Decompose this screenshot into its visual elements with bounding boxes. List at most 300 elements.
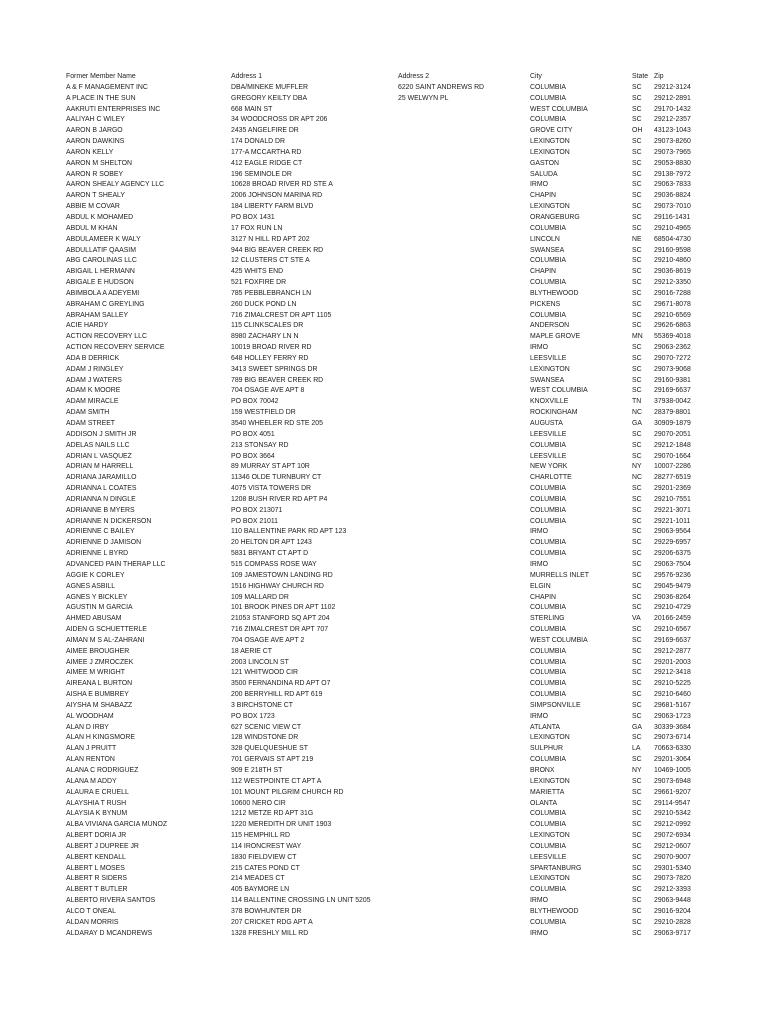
cell-zip: 29212-1848 — [654, 441, 691, 449]
cell-address-1: 20 HELTON DR APT 1243 — [231, 539, 312, 547]
cell-city: SPARTANBURG — [530, 864, 582, 872]
cell-address-1: 704 OSAGE AVE APT 8 — [231, 387, 305, 395]
cell-state: SC — [632, 832, 642, 840]
cell-name: ADRIANNA N DINGLE — [66, 495, 136, 503]
cell-zip: 29070-2051 — [654, 430, 691, 438]
cell-state: SC — [632, 268, 642, 276]
cell-address-1: 1220 MEREDITH DR UNIT 1903 — [231, 821, 332, 829]
cell-state: SC — [632, 257, 642, 265]
cell-address-1: 128 WINDSTONE DR — [231, 734, 299, 742]
table-row — [0, 213, 770, 224]
cell-state: SC — [632, 485, 642, 493]
cell-city: IRMO — [530, 344, 548, 352]
cell-zip: 29212-3418 — [654, 669, 691, 677]
cell-city: NEW YORK — [530, 463, 568, 471]
header-state: State — [632, 73, 649, 80]
cell-city: ORANGEBURG — [530, 213, 580, 221]
cell-name: ALANA M ADDY — [66, 777, 117, 785]
cell-name: ALDAN MORRIS — [66, 918, 119, 926]
table-row — [0, 202, 770, 213]
cell-name: ADAM MIRACLE — [66, 398, 119, 406]
cell-city: COLUMBIA — [530, 116, 566, 124]
cell-name: ADRIANNA L COATES — [66, 485, 137, 493]
cell-address-1: 627 SCENIC VIEW CT — [231, 723, 302, 731]
cell-state: SC — [632, 777, 642, 785]
cell-zip: 29210-4729 — [654, 604, 691, 612]
cell-city: COLUMBIA — [530, 680, 566, 688]
cell-name: ALBERT T BUTLER — [66, 886, 128, 894]
cell-state: SC — [632, 929, 642, 937]
cell-zip: 29063-7833 — [654, 181, 691, 189]
table-row — [0, 170, 770, 181]
table-row — [0, 473, 770, 484]
table-row — [0, 842, 770, 853]
table-row — [0, 452, 770, 463]
cell-zip: 29212-0607 — [654, 842, 691, 850]
cell-name: ADAM J RINGLEY — [66, 365, 124, 373]
table-row — [0, 484, 770, 495]
cell-zip: 29063-9564 — [654, 528, 691, 536]
cell-name: AIMEE BROUGHER — [66, 647, 130, 655]
cell-name: ADRIANNE N DICKERSON — [66, 517, 152, 525]
cell-state: SC — [632, 756, 642, 764]
table-row — [0, 506, 770, 517]
cell-city: COLUMBIA — [530, 842, 566, 850]
table-row — [0, 267, 770, 278]
cell-city: LEXINGTON — [530, 365, 570, 373]
cell-state: SC — [632, 810, 642, 818]
cell-address-1: PO BOX 3664 — [231, 452, 275, 460]
cell-state: SC — [632, 495, 642, 503]
table-row — [0, 365, 770, 376]
member-table — [0, 72, 770, 940]
table-row — [0, 733, 770, 744]
cell-name: ADVANCED PAIN THERAP LLC — [66, 560, 166, 568]
cell-name: ALBERT R SIDERS — [66, 875, 128, 883]
table-row — [0, 332, 770, 343]
cell-zip: 29671-8078 — [654, 300, 691, 308]
cell-zip: 29301-5340 — [654, 864, 691, 872]
cell-city: COLUMBIA — [530, 517, 566, 525]
cell-name: AARON R SOBEY — [66, 170, 124, 178]
cell-address-1: DBA/MINEKE MUFFLER — [231, 83, 308, 91]
cell-address-1: 1516 HIGHWAY CHURCH RD — [231, 582, 324, 590]
cell-zip: 29221-3071 — [654, 506, 691, 514]
cell-address-1: 3500 FERNANDINA RD APT O7 — [231, 680, 331, 688]
table-row — [0, 354, 770, 365]
table-row — [0, 885, 770, 896]
cell-address-1: PO BOX 70042 — [231, 398, 279, 406]
cell-city: IRMO — [530, 560, 548, 568]
cell-zip: 29016-9204 — [654, 907, 691, 915]
cell-name: ACIE HARDY — [66, 322, 109, 330]
cell-city: ATLANTA — [530, 723, 560, 731]
cell-city: CHAPIN — [530, 268, 557, 276]
cell-name: ALAN D IRBY — [66, 723, 109, 731]
cell-address-1: 18 AERIE CT — [231, 647, 272, 655]
table-row — [0, 679, 770, 690]
cell-address-1: 207 CRICKET RDG APT A — [231, 918, 313, 926]
cell-state: SC — [632, 441, 642, 449]
cell-city: IRMO — [530, 181, 548, 189]
cell-address-1: 260 DUCK POND LN — [231, 300, 297, 308]
cell-state: SC — [632, 289, 642, 297]
cell-zip: 29212-0992 — [654, 821, 691, 829]
cell-city: COLUMBIA — [530, 550, 566, 558]
cell-name: ALCO T ONEAL — [66, 907, 116, 915]
cell-name: ADRIENNE D JAMISON — [66, 539, 142, 547]
cell-city: LINCOLN — [530, 235, 560, 243]
cell-state: SC — [632, 105, 642, 113]
cell-address-1: 89 MURRAY ST APT 10R — [231, 463, 310, 471]
cell-address-1: 4075 VISTA TOWERS DR — [231, 485, 312, 493]
cell-address-1: 3540 WHEELER RD STE 205 — [231, 420, 323, 427]
cell-state: SC — [632, 853, 642, 861]
cell-city: SIMPSONVILLE — [530, 701, 581, 709]
cell-state: SC — [632, 636, 642, 644]
cell-city: IRMO — [530, 528, 548, 536]
cell-state: TN — [632, 398, 642, 406]
cell-state: SC — [632, 593, 642, 601]
cell-name: ALAN J PRUITT — [66, 745, 117, 753]
cell-state: SC — [632, 246, 642, 254]
cell-zip: 20166-2459 — [654, 615, 691, 623]
cell-name: ADAM J WATERS — [66, 376, 122, 384]
cell-name: AGNES ASBILL — [66, 582, 116, 590]
table-row — [0, 788, 770, 799]
cell-zip: 70663-6330 — [654, 745, 691, 753]
cell-zip: 29116-1431 — [654, 213, 691, 221]
cell-address-1: 1212 METZE RD APT 31G — [231, 810, 314, 818]
table-row — [0, 896, 770, 907]
cell-zip: 29073-8260 — [654, 138, 691, 146]
table-row — [0, 668, 770, 679]
cell-address-1: 2435 ANGELFIRE DR — [231, 127, 299, 135]
table-row — [0, 636, 770, 647]
cell-zip: 29212-2877 — [654, 647, 691, 655]
cell-state: NC — [632, 474, 642, 482]
cell-state: SC — [632, 799, 642, 807]
cell-zip: 29206-6375 — [654, 550, 691, 558]
table-row — [0, 874, 770, 885]
cell-address-2: 25 WELWYN PL — [398, 94, 449, 102]
cell-address-1: 159 WESTFIELD DR — [231, 409, 296, 417]
cell-state: SC — [632, 550, 642, 558]
cell-city: IRMO — [530, 712, 548, 720]
cell-zip: 29201-2369 — [654, 485, 691, 493]
cell-name: AIMEE M WRIGHT — [66, 669, 125, 677]
cell-address-1: 425 WHITS END — [231, 268, 284, 276]
cell-address-1: 3127 N HILL RD APT 202 — [231, 235, 310, 243]
cell-name: ABDULAMEER K WALY — [66, 235, 141, 243]
cell-city: ELGIN — [530, 582, 551, 590]
cell-name: ALBERT J DUPREE JR — [66, 842, 139, 850]
cell-city: CHAPIN — [530, 192, 557, 200]
cell-state: SC — [632, 886, 642, 894]
cell-state: SC — [632, 354, 642, 362]
cell-zip: 29576-9236 — [654, 571, 691, 579]
table-row — [0, 224, 770, 235]
cell-zip: 29070-7272 — [654, 354, 691, 362]
cell-name: ABG CAROLINAS LLC — [66, 257, 137, 265]
cell-name: AIMEE J ZMROCZEK — [66, 658, 134, 666]
cell-state: LA — [632, 745, 641, 753]
cell-address-1: 115 CLINKSCALES DR — [231, 322, 304, 330]
cell-state: SC — [632, 83, 642, 91]
table-row — [0, 929, 770, 940]
cell-address-1: 177-A MCCARTHA RD — [231, 148, 302, 156]
cell-name: ALBERT KENDALL — [66, 853, 126, 861]
cell-city: LEXINGTON — [530, 734, 570, 742]
cell-zip: 68504-4730 — [654, 235, 691, 243]
cell-name: ABIGALE E HUDSON — [66, 279, 134, 287]
cell-address-1: 3 BIRCHSTONE CT — [231, 701, 293, 709]
cell-name: AHMED ABUSAM — [66, 615, 122, 623]
cell-city: LEXINGTON — [530, 203, 570, 211]
cell-address-1: 716 ZIMALCREST DR APT 707 — [231, 626, 329, 634]
cell-city: AUGUSTA — [530, 420, 563, 427]
cell-zip: 28277-6519 — [654, 474, 691, 482]
cell-state: SC — [632, 821, 642, 829]
cell-address-1: 2003 LINCOLN ST — [231, 658, 289, 666]
cell-address-1: 405 BAYMORE LN — [231, 886, 290, 894]
cell-address-1: 785 PEBBLEBRANCH LN — [231, 289, 312, 297]
cell-zip: 29169-6637 — [654, 636, 691, 644]
cell-state: GA — [632, 420, 642, 427]
cell-state: SC — [632, 897, 642, 905]
table-row — [0, 560, 770, 571]
cell-state: SC — [632, 506, 642, 514]
cell-city: IRMO — [530, 929, 548, 937]
cell-address-1: 121 WHITWOOD CIR — [231, 669, 298, 677]
cell-city: BLYTHEWOOD — [530, 289, 579, 297]
cell-state: SC — [632, 94, 642, 102]
cell-zip: 29210-5225 — [654, 680, 691, 688]
table-row — [0, 343, 770, 354]
table-row — [0, 723, 770, 734]
cell-address-1: 412 EAGLE RIDGE CT — [231, 159, 303, 167]
cell-city: COLUMBIA — [530, 647, 566, 655]
cell-state: OH — [632, 127, 643, 135]
cell-zip: 29212-3124 — [654, 83, 691, 91]
cell-city: MAPLE GROVE — [530, 333, 581, 341]
cell-address-1: 200 BERRYHILL RD APT 619 — [231, 691, 323, 699]
cell-state: SC — [632, 571, 642, 579]
cell-zip: 29073-7820 — [654, 875, 691, 883]
cell-state: SC — [632, 148, 642, 156]
cell-city: COLUMBIA — [530, 224, 566, 232]
cell-state: VA — [632, 615, 641, 623]
cell-name: ADELAS NAILS LLC — [66, 441, 130, 449]
cell-state: SC — [632, 604, 642, 612]
header-zip: Zip — [654, 73, 664, 80]
cell-state: SC — [632, 864, 642, 872]
cell-address-1: 10019 BROAD RIVER RD — [231, 344, 312, 352]
cell-state: SC — [632, 842, 642, 850]
cell-city: COLUMBIA — [530, 83, 566, 91]
cell-city: COLUMBIA — [530, 539, 566, 547]
cell-state: SC — [632, 669, 642, 677]
cell-zip: 29170-1432 — [654, 105, 691, 113]
cell-zip: 43123-1043 — [654, 127, 691, 135]
cell-address-1: 328 QUELQUESHUE ST — [231, 745, 308, 753]
cell-city: CHARLOTTE — [530, 474, 572, 482]
cell-zip: 29210-2828 — [654, 918, 691, 926]
cell-zip: 29169-6637 — [654, 387, 691, 395]
cell-name: ALAYSIA K BYNUM — [66, 810, 128, 818]
cell-city: SWANSEA — [530, 246, 565, 254]
cell-name: ALBERTO RIVERA SANTOS — [66, 897, 156, 905]
cell-zip: 29073-7010 — [654, 203, 691, 211]
table-row — [0, 376, 770, 387]
cell-address-1: 112 WESTPOINTE CT APT A — [231, 777, 322, 785]
cell-address-1: 101 BROOK PINES DR APT 1102 — [231, 604, 336, 612]
cell-address-1: 110 BALLENTINE PARK RD APT 123 — [231, 528, 347, 536]
table-row — [0, 159, 770, 170]
cell-city: COLUMBIA — [530, 257, 566, 265]
cell-state: SC — [632, 539, 642, 547]
cell-zip: 29063-2362 — [654, 344, 691, 352]
cell-zip: 29210-6569 — [654, 311, 691, 319]
cell-name: ALBERT L MOSES — [66, 864, 125, 872]
cell-state: SC — [632, 311, 642, 319]
cell-city: COLUMBIA — [530, 691, 566, 699]
cell-name: ALAN H KINGSMORE — [66, 734, 135, 742]
cell-name: ADRIANNE B MYERS — [66, 506, 135, 514]
cell-name: ADAM SMITH — [66, 409, 110, 417]
cell-zip: 29138-7972 — [654, 170, 691, 178]
cell-zip: 29073-6948 — [654, 777, 691, 785]
cell-city: PICKENS — [530, 300, 561, 308]
cell-city: ANDERSON — [530, 322, 570, 330]
table-row — [0, 820, 770, 831]
table-row — [0, 571, 770, 582]
cell-address-1: 34 WOODCROSS DR APT 206 — [231, 116, 328, 124]
table-row — [0, 864, 770, 875]
table-row — [0, 614, 770, 625]
cell-state: SC — [632, 159, 642, 167]
cell-state: SC — [632, 213, 642, 221]
cell-state: SC — [632, 528, 642, 536]
cell-name: A PLACE IN THE SUN — [66, 94, 136, 102]
table-row — [0, 94, 770, 105]
cell-city: LEESVILLE — [530, 354, 567, 362]
cell-city: BLYTHEWOOD — [530, 907, 579, 915]
cell-city: COLUMBIA — [530, 886, 566, 894]
table-row — [0, 495, 770, 506]
cell-name: ALBA VIVIANA GARCIA MUNOZ — [66, 821, 168, 829]
table-row — [0, 441, 770, 452]
cell-name: ABDULLATIF QAASIM — [66, 246, 136, 254]
cell-city: COLUMBIA — [530, 506, 566, 514]
cell-city: CHAPIN — [530, 593, 557, 601]
cell-state: SC — [632, 387, 642, 395]
cell-address-1: 944 BIG BEAVER CREEK RD — [231, 246, 324, 254]
table-row — [0, 755, 770, 766]
cell-address-1: PO BOX 213071 — [231, 506, 283, 514]
cell-name: AL WOODHAM — [66, 712, 114, 720]
table-row — [0, 462, 770, 473]
cell-state: SC — [632, 712, 642, 720]
cell-address-1: 114 BALLENTINE CROSSING LN UNIT 5205 — [231, 897, 371, 905]
cell-city: ROCKINGHAM — [530, 409, 578, 417]
table-row — [0, 538, 770, 549]
cell-address-1: 515 COMPASS ROSE WAY — [231, 560, 317, 568]
table-row — [0, 527, 770, 538]
cell-address-1: 1208 BUSH RIVER RD APT P4 — [231, 495, 328, 503]
cell-zip: 29210-7551 — [654, 495, 691, 503]
cell-zip: 29212-2357 — [654, 116, 691, 124]
cell-state: SC — [632, 279, 642, 287]
cell-address-1: 378 BOWHUNTER DR — [231, 907, 302, 915]
table-row — [0, 809, 770, 820]
table-body — [0, 83, 770, 940]
cell-name: AARON SHEALY AGENCY LLC — [66, 181, 165, 189]
cell-name: AISHA E BUMBREY — [66, 691, 129, 699]
cell-city: COLUMBIA — [530, 495, 566, 503]
cell-address-1: 5831 BRYANT CT APT D — [231, 550, 309, 558]
cell-address-1: 1830 FIELDVIEW CT — [231, 853, 297, 861]
table-row — [0, 430, 770, 441]
cell-city: COLUMBIA — [530, 311, 566, 319]
cell-name: ADRIENNE L BYRD — [66, 550, 129, 558]
cell-state: SC — [632, 560, 642, 568]
cell-address-1: 10600 NERO CIR — [231, 799, 286, 807]
cell-city: WEST COLUMBIA — [530, 636, 588, 644]
table-row — [0, 658, 770, 669]
cell-state: NE — [632, 235, 642, 243]
table-row — [0, 593, 770, 604]
cell-state: NY — [632, 463, 642, 471]
cell-address-1: 789 BIG BEAVER CREEK RD — [231, 376, 324, 384]
cell-name: ALBERT DORIA JR — [66, 832, 127, 840]
cell-state: NC — [632, 409, 642, 417]
table-row — [0, 690, 770, 701]
table-row — [0, 126, 770, 137]
cell-state: SC — [632, 181, 642, 189]
cell-state: SC — [632, 626, 642, 634]
table-row — [0, 115, 770, 126]
table-row — [0, 105, 770, 116]
cell-address-1: 11346 OLDE TURNBURY CT — [231, 474, 322, 482]
cell-state: SC — [632, 907, 642, 915]
cell-address-1: 521 FOXFIRE DR — [231, 279, 287, 287]
table-row — [0, 137, 770, 148]
cell-name: AGNES Y BICKLEY — [66, 593, 128, 601]
cell-state: SC — [632, 680, 642, 688]
cell-state: SC — [632, 300, 642, 308]
table-row — [0, 256, 770, 267]
cell-zip: 29681-5167 — [654, 701, 691, 709]
cell-name: ACTION RECOVERY SERVICE — [66, 344, 165, 352]
table-row — [0, 918, 770, 929]
cell-state: SC — [632, 116, 642, 124]
cell-city: COLUMBIA — [530, 756, 566, 764]
cell-name: ADRIANA JARAMILLO — [66, 474, 137, 482]
cell-address-1: 701 GERVAIS ST APT 219 — [231, 756, 314, 764]
cell-city: COLUMBIA — [530, 658, 566, 666]
cell-name: ALAYSHIA T RUSH — [66, 799, 127, 807]
table-row — [0, 311, 770, 322]
cell-address-1: 115 HEMPHILL RD — [231, 832, 290, 840]
cell-address-1: PO BOX 1431 — [231, 213, 275, 221]
cell-city: WEST COLUMBIA — [530, 387, 588, 395]
cell-city: SWANSEA — [530, 376, 565, 384]
cell-zip: 29229-6957 — [654, 539, 691, 547]
table-row — [0, 83, 770, 94]
cell-zip: 29036-8264 — [654, 593, 691, 601]
table-row — [0, 246, 770, 257]
